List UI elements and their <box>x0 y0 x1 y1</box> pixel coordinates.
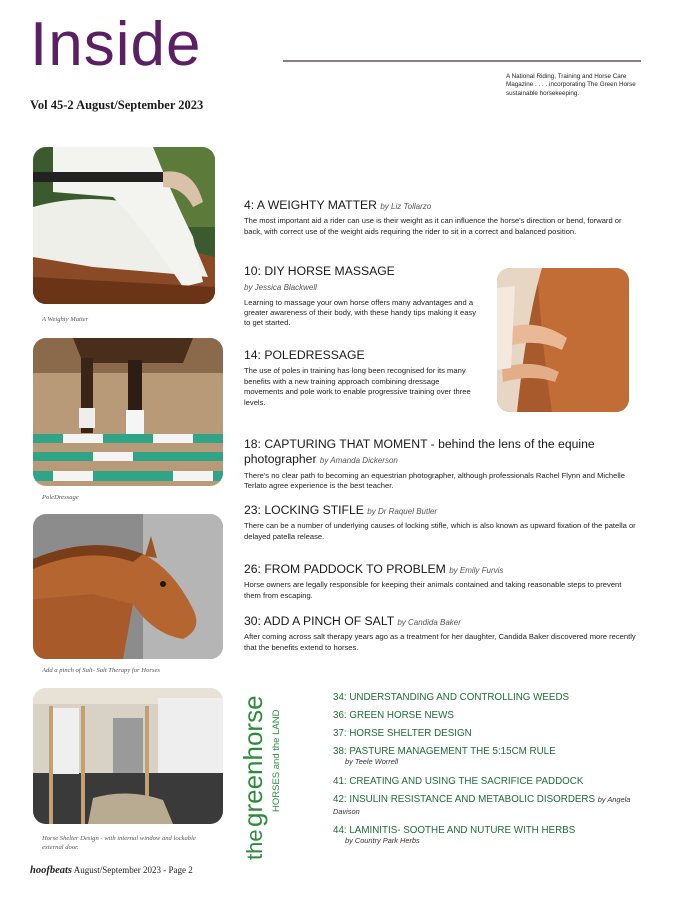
gh-item-title: 34: UNDERSTANDING AND CONTROLLING WEEDS <box>333 692 570 703</box>
article-pinch-of-salt[interactable] <box>244 614 636 653</box>
article-description: After coming across salt therapy years ago as a treatment for her daughter, Candida Baker discovered more recently that the benefits extend to horses. <box>244 632 636 652</box>
article-author: by Dr Raquel Butler <box>367 507 438 516</box>
article-title: 14: POLEDRESSAGE <box>244 348 365 362</box>
article-description: There's no clear path to becoming an equestrian photographer, although professionals Rachel Flynn and Michelle Terlato agree experience is the best teacher. <box>244 470 625 490</box>
gh-item-author: by Angela Davison <box>333 795 631 816</box>
gh-item[interactable] <box>333 746 556 767</box>
page-footer <box>30 865 193 876</box>
article-author: by Candida Baker <box>397 618 461 627</box>
gh-item-title: 44: LAMINITIS- SOOTHE AND NUTURE WITH HERBS <box>333 825 576 836</box>
caption-salt-therapy: Add a pinch of Salt- Salt Therapy for Horses <box>42 667 160 674</box>
article-description: There can be a number of underlying causes of locking stifle, which is also known as upward fixation of the patella or delayed patella release. <box>244 521 636 541</box>
photo-horse-shelter <box>33 688 223 824</box>
masthead-title: Inside <box>30 10 202 79</box>
gh-item[interactable] <box>333 825 575 846</box>
article-title: 23: LOCKING STIFLE <box>244 503 364 517</box>
photo-pole-dressage <box>33 338 223 486</box>
gh-item[interactable] <box>333 710 454 722</box>
article-description: The use of poles in training has long been recognised for its many benefits with a new training approach combining dressage movements and pole work to enable progressive training over three levels. <box>244 366 471 407</box>
caption-pole-dressage: PoleDressage <box>42 494 79 501</box>
gh-item[interactable] <box>333 794 633 818</box>
gh-item-title: 41: CREATING AND USING THE SACRIFICE PADDOCK <box>333 776 584 787</box>
gh-item-title: 42: INSULIN RESISTANCE AND METABOLIC DISORDERS <box>333 794 596 805</box>
article-description: The most important aid a rider can use is their weight as it can influence the horse's direction or bend, forward or back, with correct use of the weight aids requiring the rider to sit in a correct and balanced position. <box>244 216 622 236</box>
gh-item-title: 36: GREEN HORSE NEWS <box>333 710 454 721</box>
gh-item-author: by Teele Worrell <box>345 756 399 766</box>
gh-item-author: by Country Park Herbs <box>345 835 420 845</box>
article-title: 30: ADD A PINCH OF SALT <box>244 614 394 628</box>
photo-horse-massage <box>497 268 629 412</box>
article-diy-massage[interactable] <box>244 264 482 329</box>
article-author: by Emily Furvis <box>449 566 504 575</box>
volume-line: Vol 45-2 August/September 2023 <box>30 98 204 112</box>
article-author: by Jessica Blackwell <box>244 283 317 293</box>
gh-item[interactable] <box>333 728 472 740</box>
logo-subtitle: HORSES and the LAND <box>271 709 282 812</box>
article-title: 4: A WEIGHTY MATTER <box>244 198 377 212</box>
article-capturing-moment[interactable] <box>244 437 636 491</box>
gh-item[interactable] <box>333 776 583 788</box>
photo-weighty-matter <box>33 147 215 304</box>
article-poledressage[interactable] <box>244 348 480 408</box>
article-title: 26: FROM PADDOCK TO PROBLEM <box>244 562 446 576</box>
article-title: 18: CAPTURING THAT MOMENT - behind the lens of the equine photographer <box>244 437 595 467</box>
greenhorse-logo <box>232 692 302 862</box>
logo-word-the: the <box>242 829 267 860</box>
article-weighty-matter[interactable] <box>244 198 636 237</box>
footer-brand: hoofbeats <box>30 865 72 876</box>
caption-weighty-matter: A Weighty Matter <box>42 316 89 323</box>
gh-item-title: 38: PASTURE MANAGEMENT THE 5:15CM RULE <box>333 746 556 757</box>
article-author: by Liz Tollarzo <box>380 202 432 211</box>
article-locking-stifle[interactable] <box>244 503 636 542</box>
header-rule <box>283 60 641 62</box>
article-title: 10: DIY HORSE MASSAGE <box>244 264 395 278</box>
article-paddock-to-problem[interactable] <box>244 562 636 601</box>
article-description: Learning to massage your own horse offers many advantages and a greater awareness of their body, with these handy tips making it easy to get started. <box>244 297 477 328</box>
logo-word-greenhorse: greenhorse <box>238 695 268 827</box>
gh-item[interactable] <box>333 692 569 704</box>
article-description: Horse owners are legally responsible for keeping their animals contained and taking reasonable steps to prevent them from escaping. <box>244 580 622 600</box>
article-author: by Amanda Dickerson <box>319 456 398 466</box>
caption-horse-shelter: Horse Shelter Design - with internal window and lockable external door. <box>42 835 196 851</box>
magazine-tagline: A National Riding, Training and Horse Care Magazine . . . . incorporating The Green Horse sustainable horsekeeping. <box>506 73 636 97</box>
photo-salt-therapy <box>33 514 223 659</box>
footer-text: August/September 2023 - Page 2 <box>73 865 193 875</box>
gh-item-title: 37: HORSE SHELTER DESIGN <box>333 728 472 739</box>
